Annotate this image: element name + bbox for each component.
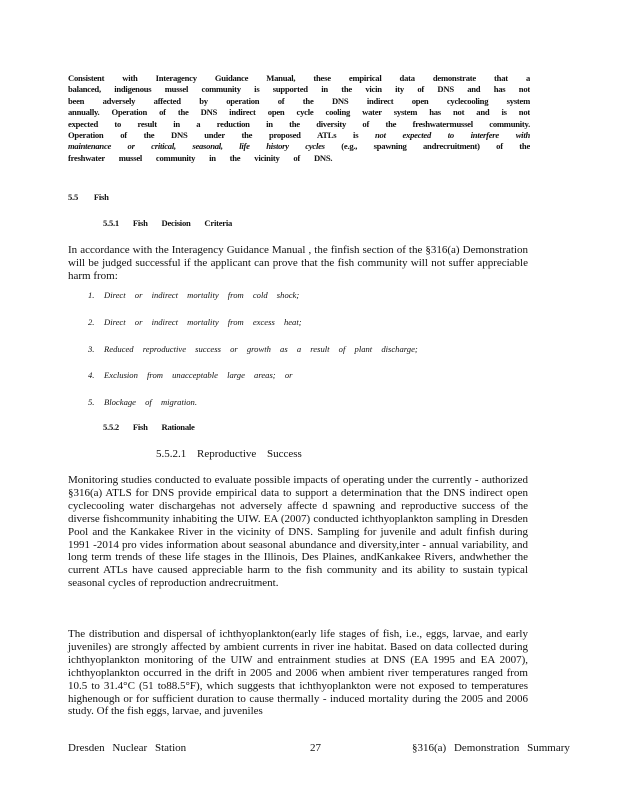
criteria-text: Blockage of migration. [104, 397, 198, 407]
section-heading-5-5: 5.5 Fish [68, 192, 109, 202]
intro-emphasis: maintenance or critical, seasonal, life history cycles [68, 141, 325, 152]
criteria-item [88, 397, 488, 407]
paragraph-text: Monitoring studies conducted to evaluate possible impacts of operating under the currently - authorized §316(a) ATLS for DNS provide empirical data to support a determination that the DNS indirect open cyclecooling water dischargehas not adversely affecte d spawning and reproductive success of the diverse fishcommunity inhabiting the UIW. EA (2007) conducted ichthyoplankton sampling in Dresden Pool and the Kankakee River in the vicinity of DNS. Sampling for juvenile and adult finfish during 1991 -2014 pro vides information about seasonal abundance and diversity,inter - annual variability, and long term trends of these life stages in the Illinois, Des Plaines, andKankakee Rivers, andwhether the current ATLs have caused appreciable harm to the fish community and its ability to sustain typical seasonal cycles of reproduction andrecruitment. [68, 474, 528, 590]
intro-line: annually. Operation of the DNS indirect open cycle cooling water system has not and is not [68, 107, 530, 118]
criteria-number: 2. [88, 317, 95, 327]
criteria-item [88, 344, 488, 354]
paragraph-text: In accordance with the Interagency Guidance Manual , the finfish section of the §316(a) Demonstration will be judged successful if the applicant can prove that the fish community will not suffer appreciable harm from: [68, 244, 528, 282]
intro-line [68, 130, 530, 141]
footer-document-title: §316(a) Demonstration Summary [412, 742, 570, 754]
criteria-item [88, 317, 488, 327]
criteria-text: Reduced reproductive success or growth as a result of plant discharge; [104, 344, 418, 354]
paragraph-text: The distribution and dispersal of ichthyoplankton(early life stages of fish, i.e., eggs, larvae, and early juveniles) are strongly affected by ambient currents in river ine habitat. Based on data collected during ichthyoplankton monitoring of the UIW and entrainment studies at DNS (EA 1995 and EA 2007), ichthyoplankton occurred in the drift in 2005 and 2006 when ambient river temperatures ranged from 10.5 to 31.4°C (51 to88.5°F), which suggests that ichthyoplankton were not exposed to temperatures highenough or for sufficient duration to cause thermally - induced mortality during the 2005 and 2006 study. Of the fish eggs, larvae, and juveniles [68, 628, 528, 718]
section-heading-5-5-2-1: 5.5.2.1 Reproductive Success [156, 448, 302, 460]
intro-line [68, 141, 530, 152]
criteria-number: 4. [88, 370, 95, 380]
criteria-text: Exclusion from unacceptable large areas; or [104, 370, 293, 380]
criteria-number: 5. [88, 397, 95, 407]
criteria-item [88, 290, 488, 300]
intro-emphasis: not expected to interfere with [375, 130, 530, 141]
intro-line: been adversely affected by operation of the DNS indirect open cyclecooling system [68, 95, 530, 106]
footer-station-name: Dresden Nuclear Station [68, 742, 187, 754]
footer-page-number: 27 [310, 742, 321, 754]
intro-line: Consistent with Interagency Guidance Manual, these empirical data demonstrate that a [68, 73, 530, 83]
intro-text: (e.g., spawning andrecruitment) of the [341, 141, 530, 152]
intro-line: balanced, indigenous mussel community is supported in the vicin ity of DNS and has not [68, 84, 530, 95]
criteria-number: 3. [88, 344, 95, 354]
criteria-text: Direct or indirect mortality from cold shock; [104, 290, 300, 300]
monitoring-paragraph [68, 474, 528, 590]
intro-text: Operation of the DNS under the proposed ATLs is [68, 130, 359, 141]
criteria-text: Direct or indirect mortality from excess heat; [104, 317, 302, 327]
section-heading-5-5-2: 5.5.2 Fish Rationale [103, 422, 195, 432]
intro-paragraph [68, 73, 530, 164]
intro-line: freshwater mussel community in the vicinity of DNS. [68, 152, 333, 163]
criteria-item [88, 370, 488, 380]
distribution-paragraph [68, 628, 528, 718]
section-heading-5-5-1: 5.5.1 Fish Decision Criteria [103, 218, 233, 228]
criteria-number: 1. [88, 290, 95, 300]
criteria-intro-paragraph [68, 244, 528, 283]
intro-line: expected to result in a reduction in the diversity of the freshwatermussel community. [68, 118, 530, 129]
